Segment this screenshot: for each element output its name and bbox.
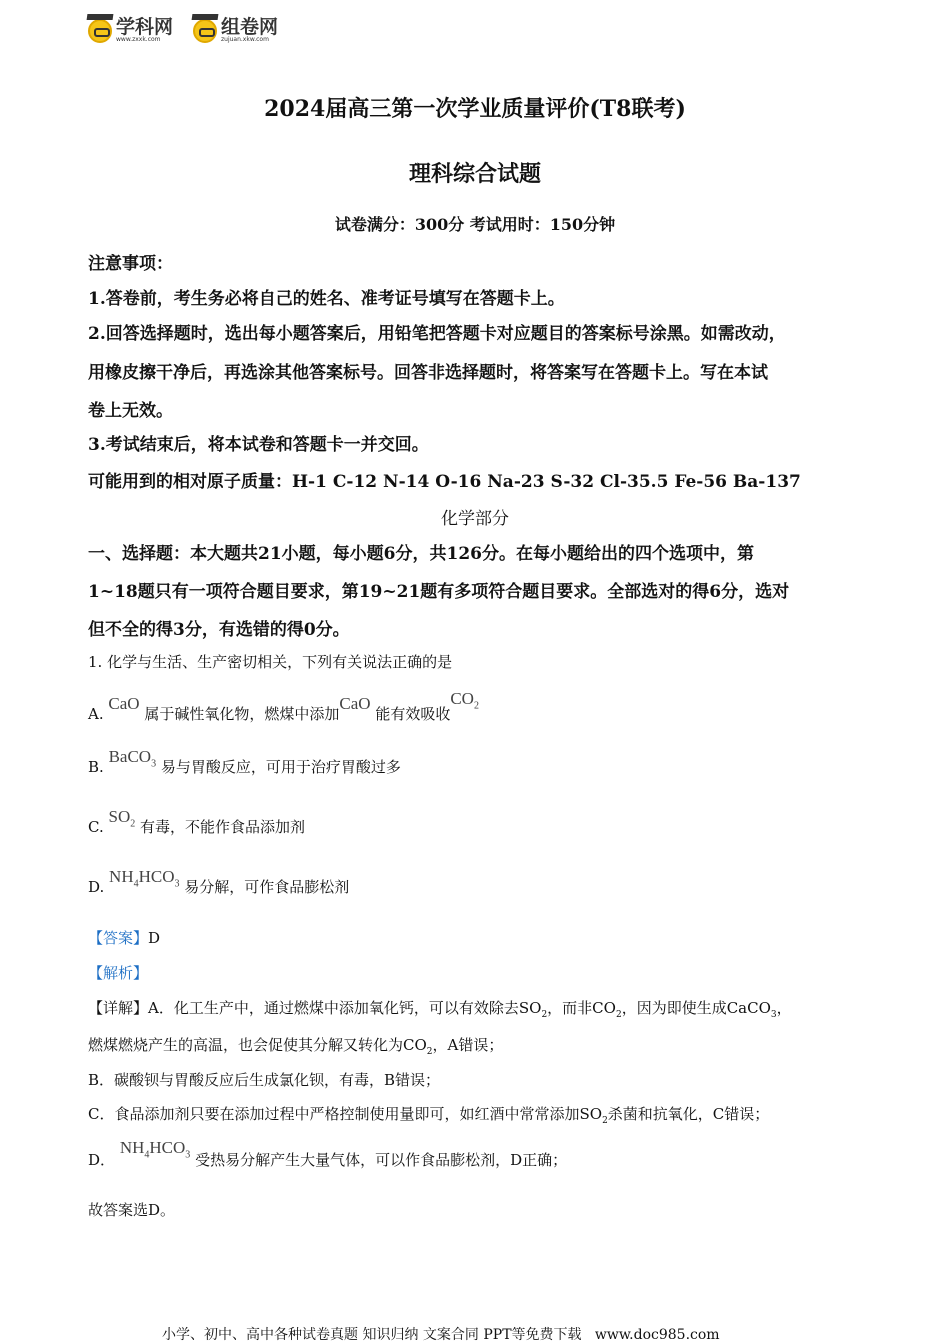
option-text: 属于碱性氧化物，燃煤中添加 <box>144 705 340 723</box>
analysis-line <box>88 962 148 983</box>
detail-conclusion: 故答案选D。 <box>88 1201 176 1219</box>
logo-xuekewang <box>88 18 173 43</box>
section-instructions-line-1: 一、选择题：本大题共21小题，每小题6分，共126分。在每小题给出的四个选项中，第 <box>88 544 754 564</box>
section-instructions-line-3: 但不全的得3分，有选错的得0分。 <box>88 620 350 640</box>
detail-c-line: C．食品添加剂只要在添加过程中严格控制使用量即可，如红酒中常常添加$SO_2$杀菌和抗氧化，C错误； <box>88 1105 770 1126</box>
analysis-tag: 【解析】 <box>88 964 149 982</box>
logo-zujuanwang-url: zujuan.xkw.com <box>221 36 269 43</box>
exam-meta: 试卷满分：300分 考试用时：150分钟 <box>334 215 616 234</box>
detail-b-line: B．碳酸钡与胃酸反应后生成氯化钡，有毒，B错误； <box>88 1071 441 1089</box>
answer-line <box>88 927 160 948</box>
logo-zujuanwang-text: 组卷网 <box>221 16 279 38</box>
notes-item-3: 3.考试结束后，将本试卷和答题卡一并交回。 <box>88 435 429 455</box>
detail-d-line: D． $NH_4HCO_3$ 受热易分解产生大量气体，可以作食品膨松剂，D正确； <box>88 1138 568 1169</box>
notes-item-2-line-1: 2.回答选择题时，选出每小题答案后，用铅笔把答题卡对应题目的答案标号涂黑。如需改动， <box>88 324 786 344</box>
option-text: 能有效吸收 <box>375 705 451 723</box>
question-1-option-a <box>88 689 479 724</box>
answer-tag: 【答案】 <box>88 929 149 947</box>
option-text: 易分解，可作食品膨松剂 <box>184 878 350 896</box>
footer-text: 小学、初中、高中各种试卷真题 知识归纳 文案合同 PPT等免费下载 www.doc985.com <box>162 1327 720 1343</box>
formula-so2: $SO_2$ <box>108 807 136 830</box>
atomic-masses: 可能用到的相对原子质量：H-1 C-12 N-14 O-16 Na-23 S-32 Cl-35.5 Fe-56 Ba-137 <box>88 472 801 492</box>
detail-a-line-1: 【详解】A．化工生产中，通过燃煤中添加氧化钙，可以有效除去$SO_2$，而非$CO_2$，因为即使生成CaCO$_3$， <box>88 999 792 1020</box>
formula-nh4hco3: $NH_4HCO_3$ <box>119 1138 191 1161</box>
formula-co2: $CO_2$ <box>450 689 479 712</box>
section-instructions-line-2: 1~18题只有一项符合题目要求，第19~21题有多项符合题目要求。全部选对的得6分，选对 <box>88 582 790 602</box>
formula-nh4hco3: $NH_4HCO_3$ <box>109 867 180 890</box>
logo-xuekewang-text: 学科网 <box>116 16 174 38</box>
question-1-option-d <box>88 867 349 897</box>
footer-url[interactable]: www.doc985.com <box>594 1327 720 1343</box>
answer-value: D <box>148 929 161 947</box>
notes-item-1: 1.答卷前，考生务必将自己的姓名、准考证号填写在答题卡上。 <box>88 289 565 309</box>
option-label: B. <box>88 758 104 776</box>
formula-cao: CaO <box>339 694 371 713</box>
option-label: C. <box>88 818 104 836</box>
question-1-option-b <box>88 747 401 777</box>
formula-cao: CaO <box>108 694 140 713</box>
notes-item-2-line-3: 卷上无效。 <box>88 401 173 421</box>
notes-heading: 注意事项： <box>88 254 173 274</box>
section-name: 化学部分 <box>441 509 509 529</box>
detail-tag: 【详解】 <box>88 999 149 1017</box>
exam-title: 2024届高三第一次学业质量评价(T8联考) <box>264 96 686 122</box>
notes-item-2-line-2: 用橡皮擦干净后，再选涂其他答案标号。回答非选择题时，将答案写在答题卡上。写在本试 <box>88 363 768 383</box>
exam-subject: 理科综合试题 <box>408 161 541 187</box>
question-1-option-c <box>88 807 305 837</box>
mascot-icon <box>88 19 112 43</box>
mascot-icon <box>193 19 217 43</box>
detail-a-line-2: 燃煤燃烧产生的高温，也会促使其分解又转化为$CO_2$，A错误； <box>88 1036 504 1057</box>
logo-xuekewang-url: www.zxxk.com <box>116 36 161 43</box>
question-1-stem: 1. 化学与生活、生产密切相关，下列有关说法正确的是 <box>88 653 453 671</box>
logo-zujuanwang <box>193 18 278 43</box>
option-label: A. <box>88 705 104 723</box>
option-text: 有毒，不能作食品添加剂 <box>140 818 306 836</box>
option-text: 易与胃酸反应，可用于治疗胃酸过多 <box>160 758 401 776</box>
option-label: D. <box>88 878 105 896</box>
formula-baco3: BaCO$_3$ <box>108 747 157 770</box>
